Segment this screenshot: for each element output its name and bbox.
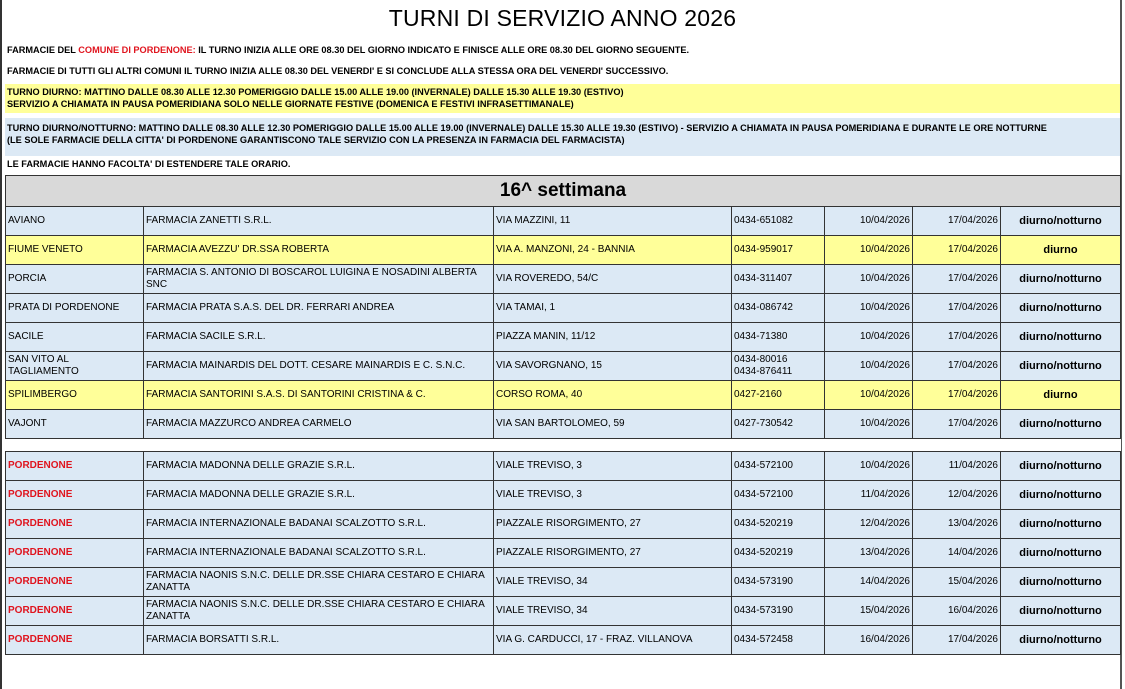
service-type-cell: diurno/notturno xyxy=(1001,481,1121,510)
page-title: TURNI DI SERVIZIO ANNO 2026 xyxy=(388,5,737,31)
city-cell: PORDENONE xyxy=(6,452,144,481)
legend-notturno-line1: TURNO DIURNO/NOTTURNO: MATTINO DALLE 08.30 ALLE 12.30 POMERIGGIO DALLE 15.00 ALLE 19.00 (INVERNALE) DALLE 15.30 ALLE 19.30 (ESTIVO) - SERVIZIO A CHIAMATA IN PAUSA POMERIDIANA E DURANTE LE ORE NOTTURNE xyxy=(7,123,1047,133)
pharmacy-name-cell: FARMACIA AVEZZU' DR.SSA ROBERTA xyxy=(144,236,494,265)
end-date-cell: 14/04/2026 xyxy=(913,539,1001,568)
end-date-cell: 17/04/2026 xyxy=(913,410,1001,439)
service-type-cell: diurno/notturno xyxy=(1001,597,1121,626)
pharmacy-name-cell: FARMACIA BORSATTI S.R.L. xyxy=(144,626,494,655)
note-text: IL TURNO INIZIA ALLE ORE 08.30 DEL GIORNO INDICATO E FINISCE ALLE ORE 08.30 DEL GIORNO SEGUENTE. xyxy=(195,45,690,55)
table-row xyxy=(6,481,1121,510)
service-type-cell: diurno/notturno xyxy=(1001,207,1121,236)
pharmacy-name-cell: FARMACIA NAONIS S.N.C. DELLE DR.SSE CHIARA CESTARO E CHIARA ZANATTA xyxy=(144,568,494,597)
service-type-cell: diurno/notturno xyxy=(1001,352,1121,381)
legend-diurno-line1: TURNO DIURNO: MATTINO DALLE 08.30 ALLE 12.30 POMERIGGIO DALLE 15.00 ALLE 19.00 (INVERNALE) DALLE 15.30 ALLE 19.30 (ESTIVO) xyxy=(7,87,624,97)
table-row xyxy=(6,236,1121,265)
address-cell: VIALE TREVISO, 3 xyxy=(494,452,732,481)
pharmacy-name-cell: FARMACIA SANTORINI S.A.S. DI SANTORINI CRISTINA & C. xyxy=(144,381,494,410)
start-date-cell: 11/04/2026 xyxy=(825,481,913,510)
address-cell: VIALE TREVISO, 3 xyxy=(494,481,732,510)
table-row xyxy=(6,323,1121,352)
start-date-cell: 10/04/2026 xyxy=(825,265,913,294)
service-type-cell: diurno/notturno xyxy=(1001,294,1121,323)
table-row xyxy=(6,510,1121,539)
page-left-border xyxy=(0,0,2,689)
start-date-cell: 16/04/2026 xyxy=(825,626,913,655)
end-date-cell: 17/04/2026 xyxy=(913,626,1001,655)
service-type-cell: diurno/notturno xyxy=(1001,510,1121,539)
table-row xyxy=(6,294,1121,323)
city-cell: PORDENONE xyxy=(6,568,144,597)
address-cell: VIA MAZZINI, 11 xyxy=(494,207,732,236)
address-cell: VIA TAMAI, 1 xyxy=(494,294,732,323)
end-date-cell: 17/04/2026 xyxy=(913,294,1001,323)
phone-cell: 0434-572100 xyxy=(732,481,825,510)
service-type-cell: diurno/notturno xyxy=(1001,626,1121,655)
start-date-cell: 10/04/2026 xyxy=(825,381,913,410)
start-date-cell: 10/04/2026 xyxy=(825,323,913,352)
address-cell: PIAZZALE RISORGIMENTO, 27 xyxy=(494,539,732,568)
city-cell: PORDENONE xyxy=(6,481,144,510)
table-row xyxy=(6,626,1121,655)
end-date-cell: 16/04/2026 xyxy=(913,597,1001,626)
pharmacy-name-cell: FARMACIA S. ANTONIO DI BOSCAROL LUIGINA E NOSADINI ALBERTA SNC xyxy=(144,265,494,294)
note-extend-hours: LE FARMACIE HANNO FACOLTA' DI ESTENDERE TALE ORARIO. xyxy=(7,159,291,169)
start-date-cell: 13/04/2026 xyxy=(825,539,913,568)
note-highlight: COMUNE DI PORDENONE: xyxy=(78,45,196,55)
service-type-cell: diurno xyxy=(1001,236,1121,265)
table-row xyxy=(6,452,1121,481)
table-row xyxy=(6,381,1121,410)
legend-diurno-notturno xyxy=(5,118,1120,156)
service-type-cell: diurno/notturno xyxy=(1001,323,1121,352)
start-date-cell: 14/04/2026 xyxy=(825,568,913,597)
end-date-cell: 17/04/2026 xyxy=(913,352,1001,381)
table-row xyxy=(6,539,1121,568)
start-date-cell: 10/04/2026 xyxy=(825,294,913,323)
city-cell: PRATA DI PORDENONE xyxy=(6,294,144,323)
city-cell: PORDENONE xyxy=(6,626,144,655)
end-date-cell: 17/04/2026 xyxy=(913,265,1001,294)
pharmacy-name-cell: FARMACIA PRATA S.A.S. DEL DR. FERRARI ANDREA xyxy=(144,294,494,323)
end-date-cell: 13/04/2026 xyxy=(913,510,1001,539)
pharmacy-name-cell: FARMACIA SACILE S.R.L. xyxy=(144,323,494,352)
address-cell: VIA ROVEREDO, 54/C xyxy=(494,265,732,294)
service-type-cell: diurno/notturno xyxy=(1001,568,1121,597)
start-date-cell: 10/04/2026 xyxy=(825,236,913,265)
address-cell: VIA A. MANZONI, 24 - BANNIA xyxy=(494,236,732,265)
service-type-cell: diurno/notturno xyxy=(1001,539,1121,568)
pharmacy-name-cell: FARMACIA NAONIS S.N.C. DELLE DR.SSE CHIARA CESTARO E CHIARA ZANATTA xyxy=(144,597,494,626)
service-type-cell: diurno/notturno xyxy=(1001,265,1121,294)
pharmacy-name-cell: FARMACIA MADONNA DELLE GRAZIE S.R.L. xyxy=(144,452,494,481)
pharmacy-name-cell: FARMACIA ZANETTI S.R.L. xyxy=(144,207,494,236)
end-date-cell: 17/04/2026 xyxy=(913,381,1001,410)
city-cell: PORDENONE xyxy=(6,510,144,539)
service-type-cell: diurno/notturno xyxy=(1001,452,1121,481)
pharmacy-name-cell: FARMACIA MAINARDIS DEL DOTT. CESARE MAINARDIS E C. S.N.C. xyxy=(144,352,494,381)
table-row xyxy=(6,265,1121,294)
pharmacy-schedule-table xyxy=(5,175,1121,655)
phone-cell: 0434-572458 xyxy=(732,626,825,655)
end-date-cell: 11/04/2026 xyxy=(913,452,1001,481)
start-date-cell: 10/04/2026 xyxy=(825,207,913,236)
table-separator xyxy=(6,439,1121,452)
phone-cell: 0434-71380 xyxy=(732,323,825,352)
phone-cell: 0434-80016 0434-876411 xyxy=(732,352,825,381)
end-date-cell: 17/04/2026 xyxy=(913,207,1001,236)
end-date-cell: 17/04/2026 xyxy=(913,236,1001,265)
legend-diurno xyxy=(5,84,1120,113)
city-cell: PORCIA xyxy=(6,265,144,294)
city-cell: PORDENONE xyxy=(6,597,144,626)
address-cell: VIA SAN BARTOLOMEO, 59 xyxy=(494,410,732,439)
note-other-towns: FARMACIE DI TUTTI GLI ALTRI COMUNI IL TURNO INIZIA ALLE 08.30 DEL VENERDI' E SI CONCLUDE ALLA STESSA ORA DEL VENERDI' SUCCESSIVO. xyxy=(7,66,669,76)
table-row xyxy=(6,568,1121,597)
city-cell: SPILIMBERGO xyxy=(6,381,144,410)
phone-cell: 0434-520219 xyxy=(732,510,825,539)
legend-notturno-line2: (LE SOLE FARMACIE DELLA CITTA' DI PORDENONE GARANTISCONO TALE SERVIZIO CON LA PRESENZA IN FARMACIA DEL FARMACISTA) xyxy=(7,134,625,145)
table-row xyxy=(6,597,1121,626)
pharmacy-name-cell: FARMACIA INTERNAZIONALE BADANAI SCALZOTTO S.R.L. xyxy=(144,510,494,539)
phone-cell: 0427-730542 xyxy=(732,410,825,439)
legend-diurno-line2: SERVIZIO A CHIAMATA IN PAUSA POMERIDIANA SOLO NELLE GIORNATE FESTIVE (DOMENICA E FESTIVI INFRASETTIMANALE) xyxy=(7,98,574,109)
address-cell: CORSO ROMA, 40 xyxy=(494,381,732,410)
city-cell: VAJONT xyxy=(6,410,144,439)
service-type-cell: diurno xyxy=(1001,381,1121,410)
city-cell: SAN VITO AL TAGLIAMENTO xyxy=(6,352,144,381)
phone-cell: 0434-651082 xyxy=(732,207,825,236)
start-date-cell: 15/04/2026 xyxy=(825,597,913,626)
note-pordenone-hours xyxy=(5,45,1120,57)
start-date-cell: 10/04/2026 xyxy=(825,452,913,481)
city-cell: PORDENONE xyxy=(6,539,144,568)
pharmacy-name-cell: FARMACIA INTERNAZIONALE BADANAI SCALZOTTO S.R.L. xyxy=(144,539,494,568)
week-title: 16^ settimana xyxy=(6,176,1121,207)
end-date-cell: 15/04/2026 xyxy=(913,568,1001,597)
table-row xyxy=(6,410,1121,439)
start-date-cell: 10/04/2026 xyxy=(825,352,913,381)
phone-cell: 0434-520219 xyxy=(732,539,825,568)
address-cell: VIA SAVORGNANO, 15 xyxy=(494,352,732,381)
address-cell: VIALE TREVISO, 34 xyxy=(494,597,732,626)
pharmacy-name-cell: FARMACIA MAZZURCO ANDREA CARMELO xyxy=(144,410,494,439)
address-cell: VIALE TREVISO, 34 xyxy=(494,568,732,597)
phone-cell: 0434-959017 xyxy=(732,236,825,265)
phone-cell: 0434-311407 xyxy=(732,265,825,294)
service-type-cell: diurno/notturno xyxy=(1001,410,1121,439)
address-cell: VIA G. CARDUCCI, 17 - FRAZ. VILLANOVA xyxy=(494,626,732,655)
start-date-cell: 12/04/2026 xyxy=(825,510,913,539)
table-row xyxy=(6,352,1121,381)
address-cell: PIAZZALE RISORGIMENTO, 27 xyxy=(494,510,732,539)
end-date-cell: 12/04/2026 xyxy=(913,481,1001,510)
address-cell: PIAZZA MANIN, 11/12 xyxy=(494,323,732,352)
city-cell: FIUME VENETO xyxy=(6,236,144,265)
pharmacy-name-cell: FARMACIA MADONNA DELLE GRAZIE S.R.L. xyxy=(144,481,494,510)
end-date-cell: 17/04/2026 xyxy=(913,323,1001,352)
table-row xyxy=(6,207,1121,236)
city-cell: AVIANO xyxy=(6,207,144,236)
phone-cell: 0434-573190 xyxy=(732,568,825,597)
city-cell: SACILE xyxy=(6,323,144,352)
note-text: FARMACIE DEL xyxy=(7,45,79,55)
phone-cell: 0434-086742 xyxy=(732,294,825,323)
phone-cell: 0434-573190 xyxy=(732,597,825,626)
phone-cell: 0434-572100 xyxy=(732,452,825,481)
phone-cell: 0427-2160 xyxy=(732,381,825,410)
start-date-cell: 10/04/2026 xyxy=(825,410,913,439)
